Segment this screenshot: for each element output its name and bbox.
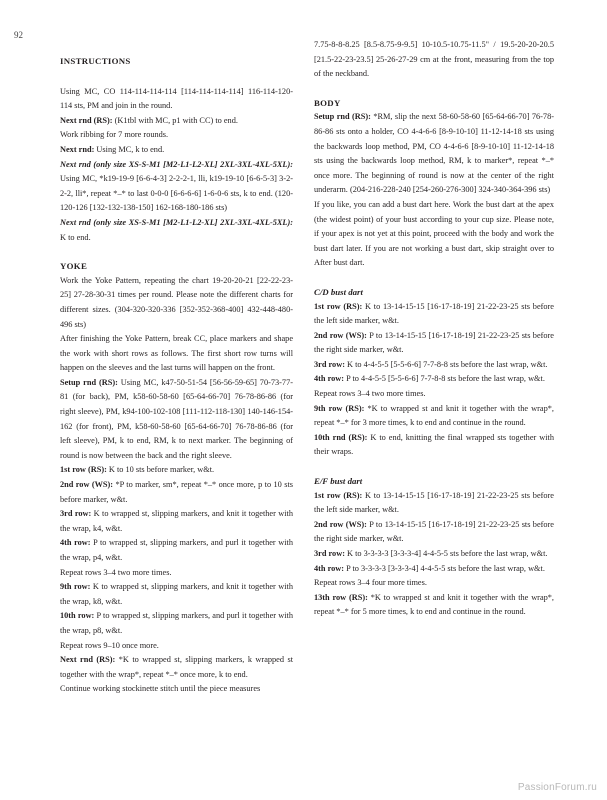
cd-row-9	[314, 402, 554, 431]
row-text: *RM, slip the next 58-60-58-60 [65-64-66-70] 76-78-86-86 sts onto a holder, CO 4-4-6-6 [8-9-10-10] 11-12-14-18 sts using the backwards loop method, PM, CO 4-4-6-6 [8-9-10-10] 11-12-14-18 sts using the backwards loop method, RM, k to marker*, repeat *–* once more. The beginning of round is now at the center of the right underarm. (204-216-228-240 [254-260-276-300] 324-340-364-396 sts)	[314, 112, 554, 195]
row-label: Next rnd (only size XS-S-M1 [M2-L1-L2-XL] 2XL-3XL-4XL-5XL):	[60, 217, 293, 227]
cd-repeat: Repeat rows 3–4 two more times.	[314, 389, 426, 399]
row-text: P to 13-14-15-15 [16-17-18-19] 21-22-23-25 sts before the right side marker, w&t.	[314, 519, 554, 544]
row-label: 3rd row:	[314, 359, 345, 369]
row-label: 1st row (RS):	[60, 465, 107, 475]
row-label: Next rnd (only size XS-S-M1 [M2-L1-L2-XL] 2XL-3XL-4XL-5XL):	[60, 159, 293, 169]
row-label: 3rd row:	[60, 509, 92, 519]
ef-row-13	[314, 591, 554, 620]
row-text: P to wrapped st, slipping markers, and purl it together with the wrap, p8, w&t.	[60, 611, 293, 635]
bust-dart-note: If you like, you can add a bust dart here. Work the bust dart at the apex (the widest point) of your bust according to your cup size. Please note, if your apex is not yet at this point, proceed with the body and work the bust dart later. If you are not working a bust dart, skip straight over to After bust dart.	[314, 199, 554, 268]
row-text: *P to marker, sm*, repeat *–* once more, p to 10 sts before marker, w&t.	[60, 480, 293, 504]
row-text: Using MC, *k19-19-9 [6-6-4-3] 2-2-2-1, lli, k19-19-10 [6-6-5-3] 3-2-2-2, lli*, repeat *–* to last 0-0-0 [6-6-6-6] 1-6-0-6 sts, k to end. (120-120-126 [132-132-138-150] 162-168-180-186 sts)	[60, 174, 293, 213]
row-text: (K1tbl with MC, p1 with CC) to end.	[112, 115, 238, 125]
row-text: *K to wrapped st and knit it together with the wrap*, repeat *–* for 5 more times, k to end and continue in the round.	[314, 592, 554, 617]
row-text: P to 4-4-5-5 [5-5-6-6] 7-7-8-8 sts before the last wrap, w&t.	[344, 374, 545, 384]
row-label: 1st row (RS):	[314, 301, 363, 311]
ef-bust-dart-heading: E/F bust dart	[314, 476, 363, 487]
row-text: K to 10 sts before marker, w&t.	[106, 465, 215, 475]
row-label: 9th row (RS):	[314, 403, 365, 413]
row-text: K to 13-14-15-15 [16-17-18-19] 21-22-23-25 sts before the left side marker, w&t.	[314, 490, 554, 515]
row-text: K to end.	[60, 232, 91, 242]
row-text: *K to wrapped st and knit it together with the wrap*, repeat *–* for 3 more times, k to end and continue in the round.	[314, 403, 554, 428]
body-heading: BODY	[314, 97, 341, 108]
row-text: P to 13-14-15-15 [16-17-18-19] 21-22-23-25 sts before the right side marker, w&t.	[314, 330, 554, 355]
body-setup-rnd	[314, 110, 554, 198]
row-label: 4th row:	[314, 374, 345, 384]
row-label: 4th row:	[314, 563, 345, 573]
row-label: Next rnd:	[60, 144, 95, 154]
row-10	[60, 609, 293, 638]
row-9	[60, 580, 293, 609]
watermark: PassionForum.ru	[517, 782, 597, 793]
row-text: K to end, knitting the final wrapped sts together with their wraps.	[314, 432, 554, 457]
row-text: K to wrapped st, slipping markers, and knit it together with the wrap, k4, w&t.	[60, 509, 293, 533]
ef-row-1	[314, 489, 554, 518]
ef-row-3	[314, 547, 554, 562]
row-text: *K to wrapped st, slipping markers, k wrapped st together with the wrap*, repeat *–* once more, k to end.	[60, 655, 293, 679]
row-text: Using MC, k47-50-51-54 [56-56-59-65] 70-73-77-81 (for back), PM, k58-60-58-60 [65-64-66-70] 76-78-86-86 (for right sleeve), PM, k94-100-102-108 [111-112-118-130] 140-146-154-162 (for front), PM, k58-60-58-60 [65-64-66-70] 76-78-86-86 (for left sleeve), PM, k to end, RM, k to next marker. The beginning of round is now between the back and the right sleeve.	[60, 377, 293, 460]
row-text: Using MC, k to end.	[94, 144, 165, 154]
continue-paragraph: Continue working stockinette stitch until the piece measures	[60, 684, 261, 694]
right-column	[314, 38, 554, 620]
row-label: 2nd row (WS):	[314, 519, 367, 529]
row-label: 13th row (RS):	[314, 592, 368, 602]
row-label: 2nd row (WS):	[60, 480, 114, 490]
ribbing-note: Work ribbing for 7 more rounds.	[60, 130, 169, 140]
next-rnd-knit	[60, 143, 293, 158]
yoke-heading: YOKE	[60, 261, 88, 272]
yoke-pattern-paragraph: Work the Yoke Pattern, repeating the chart 19-20-20-21 [22-22-23-25] 27-28-30-31 times per round. Please note the different charts for different sizes. (304-320-320-336 [352-352-368-400] 432-448-480-496 sts)	[60, 275, 293, 329]
cd-row-4	[314, 372, 554, 387]
setup-rnd	[60, 376, 293, 464]
instructions-heading: INSTRUCTIONS	[60, 56, 131, 66]
row-3	[60, 507, 293, 536]
row-label: 10th rnd (RS):	[314, 432, 368, 442]
row-label: 3rd row:	[314, 549, 345, 558]
row-label: 4th row:	[60, 538, 91, 548]
page-number: 92	[14, 30, 23, 40]
ef-row-4	[314, 562, 554, 577]
row-text: P to 3-3-3-3 [3-3-3-4] 4-4-5-5 sts before the last wrap, w&t.	[344, 563, 545, 573]
row-label: Next rnd (RS):	[60, 115, 113, 125]
row-2	[60, 478, 293, 507]
row-label: 2nd row (WS):	[314, 330, 367, 340]
cd-row-3	[314, 358, 554, 373]
cd-row-1	[314, 300, 554, 329]
row-label: Next rnd (RS):	[60, 655, 116, 665]
next-rnd-ribbing	[60, 114, 293, 129]
next-rnd-close-wraps	[60, 653, 293, 682]
cd-row-2	[314, 329, 554, 358]
row-label: Setup rnd (RS):	[314, 112, 371, 122]
row-1	[60, 463, 293, 478]
short-rows-paragraph: After finishing the Yoke Pattern, break CC, place markers and shape the work with short rows as follows. The first short row turns will happen on the sleeves and the last turns will happen on the front.	[60, 334, 293, 373]
row-label: 10th row:	[60, 611, 95, 621]
row-text: K to 4-4-5-5 [5-5-6-6] 7-7-8-8 sts before the last wrap, w&t.	[344, 359, 548, 369]
row-text: K to wrapped st, slipping markers, and knit it together with the wrap, k8, w&t.	[60, 582, 293, 606]
row-4	[60, 536, 293, 565]
row-text: P to wrapped st, slipping markers, and purl it together with the wrap, p4, w&t.	[60, 538, 293, 562]
cast-on-paragraph: Using MC, CO 114-114-114-114 [114-114-114-114] 116-114-120-114 sts, PM and join in the round.	[60, 86, 293, 111]
measure-continuation: 7.75-8-8-8.25 [8.5-8.75-9-9.5] 10-10.5-10.75-11.5" / 19.5-20-20-20.5 [21.5-22-23-23.5] 25-26-27-29 cm at the front, measuring from the top of the neckband.	[314, 40, 554, 79]
cd-row-10	[314, 431, 554, 460]
repeat-9-10: Repeat rows 9–10 once more.	[60, 640, 159, 650]
ef-row-2	[314, 518, 554, 547]
next-rnd-knit-sizes	[60, 216, 293, 245]
left-column	[60, 54, 293, 697]
row-label: Setup rnd (RS):	[60, 377, 118, 387]
ef-repeat: Repeat rows 3–4 four more times.	[314, 578, 427, 588]
row-text: K to 13-14-15-15 [16-17-18-19] 21-22-23-25 sts before the left side marker, w&t.	[314, 301, 554, 326]
row-text: K to 3-3-3-3 [3-3-3-4] 4-4-5-5 sts before the last wrap, w&t.	[344, 549, 548, 558]
next-rnd-increase	[60, 158, 293, 216]
repeat-3-4: Repeat rows 3–4 two more times.	[60, 567, 172, 577]
row-label: 9th row:	[60, 582, 91, 592]
row-label: 1st row (RS):	[314, 490, 363, 500]
cd-bust-dart-heading: C/D bust dart	[314, 286, 363, 297]
